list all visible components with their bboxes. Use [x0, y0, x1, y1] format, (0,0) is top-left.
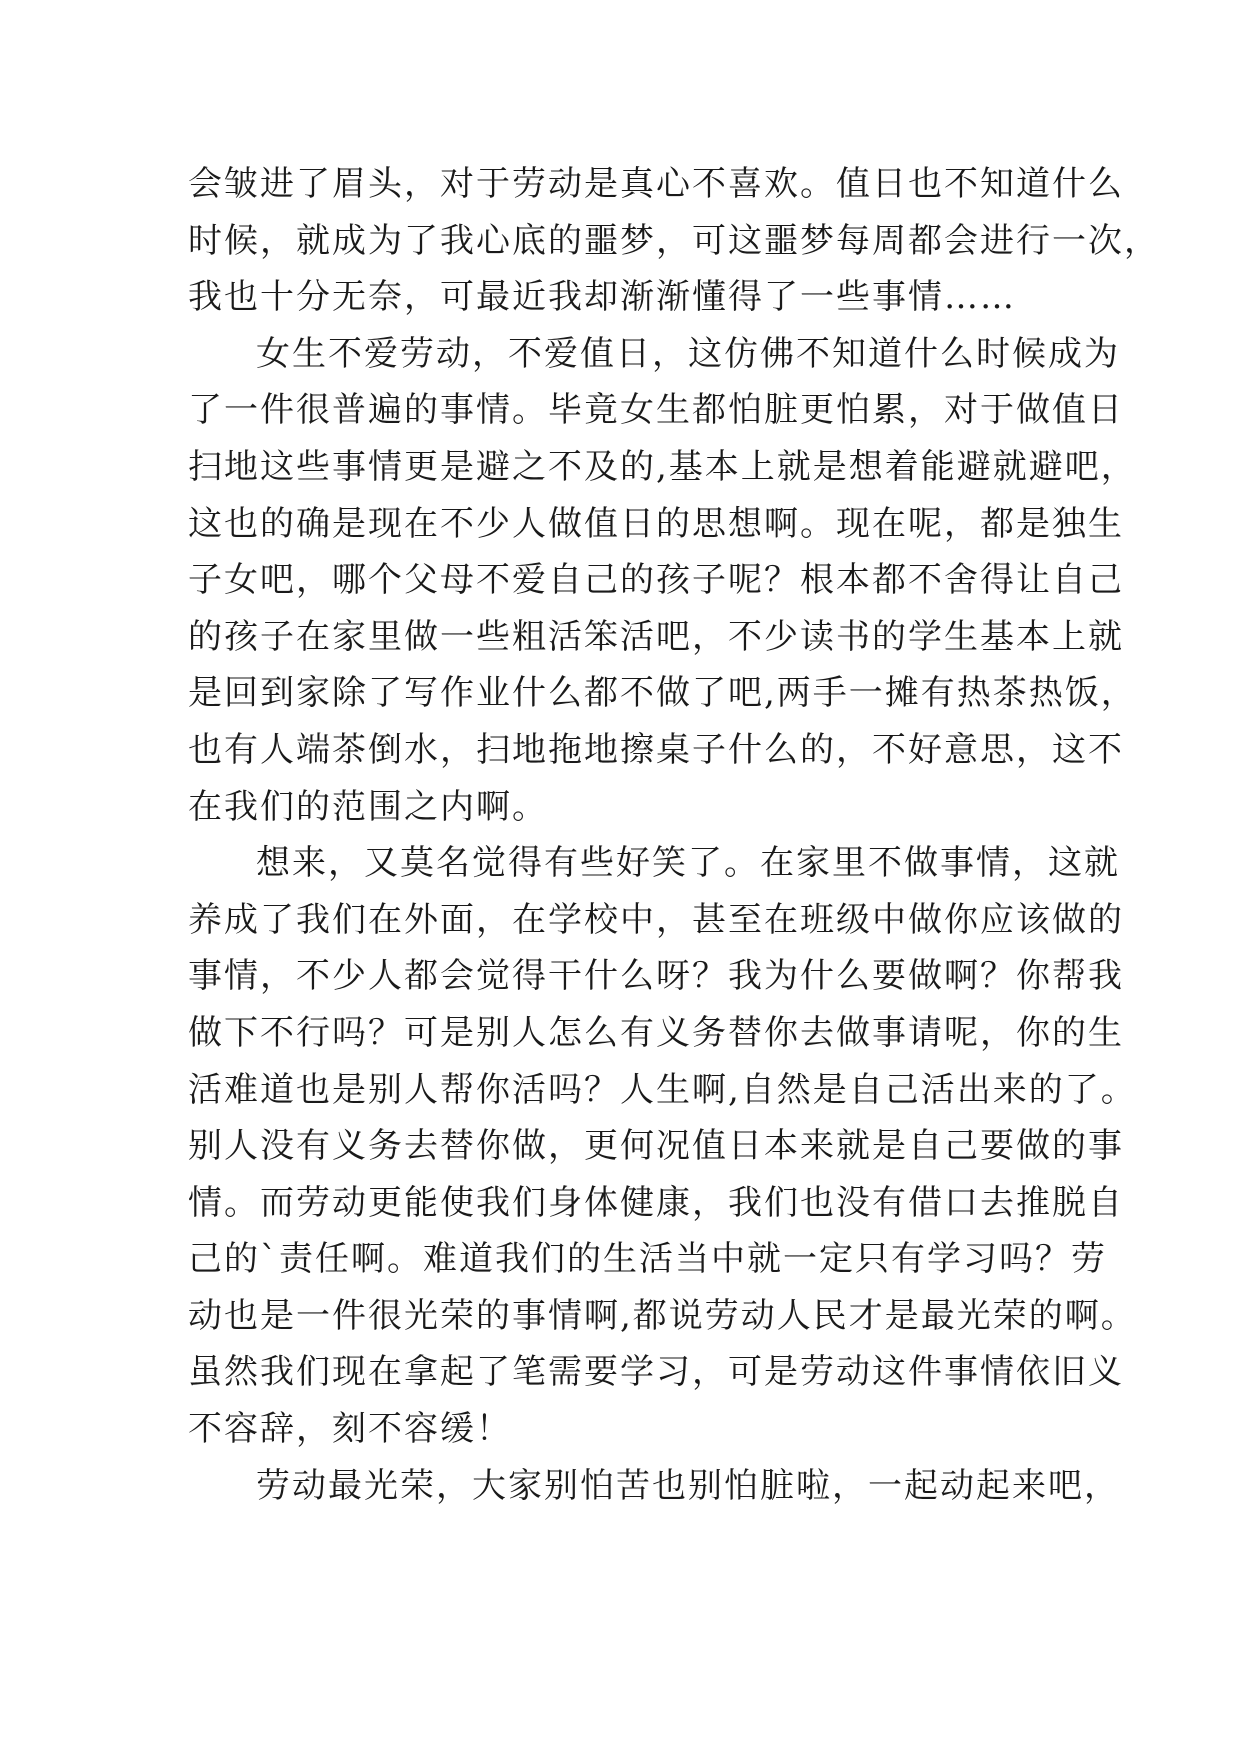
paragraph-first-line: 女生不爱劳动，不爱值日，这仿佛不知道什么时候成为 [256, 333, 1120, 374]
text-line: 情。而劳动更能使我们身体健康，我们也没有借口去推脱自 [188, 1182, 1124, 1223]
text-line: 了一件很普遍的事情。毕竟女生都怕脏更怕累，对于做值日 [188, 390, 1124, 431]
text-line: 也有人端茶倒水，扫地拖地擦桌子什么的，不好意思，这不 [188, 729, 1124, 770]
text-line: 在我们的范围之内啊。 [188, 786, 548, 827]
text-line: 时候，就成为了我心底的噩梦，可这噩梦每周都会进行一次， [188, 220, 1160, 261]
paragraph-first-line: 劳动最光荣，大家别怕苦也别怕脏啦，一起动起来吧， [256, 1465, 1120, 1506]
paragraph-first-line: 想来，又莫名觉得有些好笑了。在家里不做事情，这就 [256, 843, 1120, 884]
text-line: 做下不行吗？可是别人怎么有义务替你去做事请呢，你的生 [188, 1012, 1124, 1053]
text-line: 扫地这些事情更是避之不及的,基本上就是想着能避就避吧， [188, 446, 1137, 487]
text-line: 我也十分无奈，可最近我却渐渐懂得了一些事情…… [188, 277, 1016, 318]
text-line: 别人没有义务去替你做，更何况值日本来就是自己要做的事 [188, 1126, 1124, 1167]
text-line: 养成了我们在外面，在学校中，甚至在班级中做你应该做的 [188, 899, 1124, 940]
text-line: 虽然我们现在拿起了笔需要学习，可是劳动这件事情依旧义 [188, 1352, 1124, 1393]
text-line: 己的`责任啊。难道我们的生活当中就一定只有学习吗？劳 [188, 1239, 1107, 1280]
body-text [188, 156, 1160, 1514]
text-line: 动也是一件很光荣的事情啊,都说劳动人民才是最光荣的啊。 [188, 1295, 1137, 1336]
text-line: 事情，不少人都会觉得干什么呀？我为什么要做啊？你帮我 [188, 956, 1124, 997]
text-line: 活难道也是别人帮你活吗？人生啊,自然是自己活出来的了。 [188, 1069, 1137, 1110]
text-line: 会皱进了眉头，对于劳动是真心不喜欢。值日也不知道什么 [188, 164, 1124, 204]
text-line: 子女吧，哪个父母不爱自己的孩子呢？根本都不舍得让自己 [188, 560, 1124, 601]
text-line: 的孩子在家里做一些粗活笨活吧，不少读书的学生基本上就 [188, 616, 1124, 657]
text-line: 是回到家除了写作业什么都不做了吧,两手一摊有热茶热饭， [188, 673, 1137, 714]
text-line: 不容辞，刻不容缓！ [188, 1409, 512, 1450]
text-line: 这也的确是现在不少人做值日的思想啊。现在呢，都是独生 [188, 503, 1124, 544]
